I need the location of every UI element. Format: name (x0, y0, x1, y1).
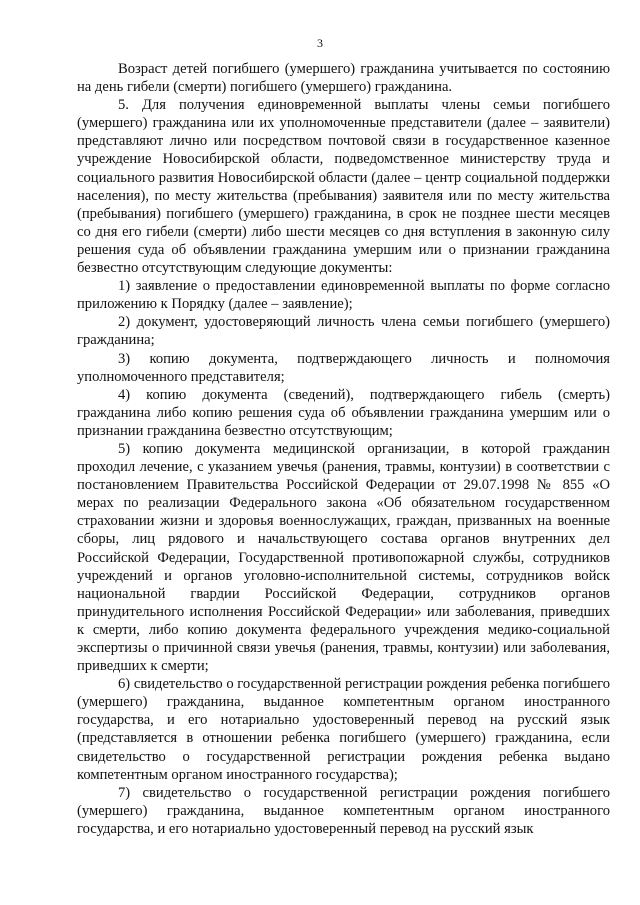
list-item-identity-document: 2) документ, удостоверяющий личность члена семьи погибшего (умершего) гражданина; (77, 314, 610, 349)
list-item-child-birth-certificate: 6) свидетельство о государственной регистрации рождения ребенка погибшего (умершего) гражданина, выданное компетентным органом иностранного государства, и его нотариально удостоверенный перевод на русский язык (представляется в отношении ребенка погибшего (умершего) гражданина, если свидетельство о государственной регистрации рождения ребенка выдано компетентным органом иностранного государства); (77, 676, 610, 783)
list-item-citizen-birth-certificate: 7) свидетельство о государственной регистрации рождения погибшего (умершего) гражданина, выданное компетентным органом иностранного государства, и его нотариально удостоверенный перевод на русский язык (77, 784, 610, 837)
list-item-medical-document: 5) копию документа медицинской организации, в которой гражданин проходил лечение, с указанием увечья (ранения, травмы, контузии) в соответствии с постановлением Правительства Российской Федерации от 29.07.1998 № 855 «О мерах по реализации Федерального закона «Об обязательном государственном страховании жизни и здоровья военнослужащих, граждан, призванных на военные сборы, лиц рядового и начальствующего состава органов внутренних дел Российской Федерации, Государственной противопожарной службы, сотрудников учреждений и органов уголовно-исполнительной системы, сотрудников войск национальной гвардии Российской Федерации, сотрудников органов принудительного исполнения Российской Федерации» или заболевания, приведших к смерти, либо копию документа федерального учреждения медико-социальной экспертизы о причинной связи увечья (ранения, травмы, контузии) или заболевания, приведших к смерти; (77, 440, 610, 675)
paragraph-children-age: Возраст детей погибшего (умершего) гражданина учитывается по состоянию на день гибели (смерти) погибшего (умершего) гражданина. (77, 61, 610, 96)
list-item-application: 1) заявление о предоставлении единовременной выплаты по форме согласно приложению к Порядку (далее – заявление); (77, 278, 610, 313)
document-body (77, 60, 610, 838)
list-item-death-document: 4) копию документа (сведений), подтверждающего гибель (смерть) гражданина либо копию решения суда об объявлении гражданина умершим или о признании гражданина безвестно отсутствующим; (77, 386, 610, 439)
page-number: 3 (317, 36, 323, 50)
list-item-representative-copy: 3) копию документа, подтверждающего личность и полномочия уполномоченного представителя; (77, 350, 610, 385)
paragraph-item-5: 5. Для получения единовременной выплаты члены семьи погибшего (умершего) гражданина или их уполномоченные представители (далее – заявители) представляют лично или посредством почтовой связи в государственное казенное учреждение Новосибирской области, подведомственное министерству труда и социального развития Новосибирской области (далее – центр социальной поддержки населения), по месту жительства (пребывания) заявителя или по месту жительства (пребывания) погибшего (умершего) гражданина, в срок не позднее шести месяцев со дня его гибели (смерти) либо шести месяцев со дня вступления в законную силу решения суда об объявлении гражданина умершим или о признании гражданина безвестно отсутствующим следующие документы: (77, 97, 610, 277)
